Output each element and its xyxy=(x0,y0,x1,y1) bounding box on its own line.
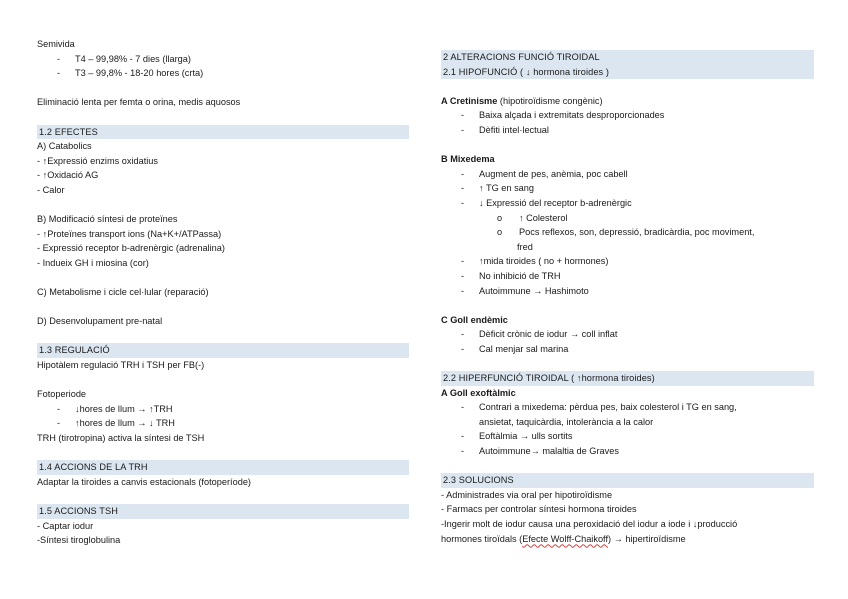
list-item: - Expressió receptor b-adrenèrgic (adrenalina) xyxy=(37,243,225,254)
section-heading-regulacio: 1.3 REGULACIÓ xyxy=(37,343,409,358)
list-item-continued: hormones tiroïdals (Efecte Wolff-Chaikoff) → hipertiroïdisme xyxy=(441,533,686,544)
list-item: - Cal menjar sal marina xyxy=(461,343,569,354)
wolff-chaikoff-link[interactable]: Efecte Wolff-Chaikoff xyxy=(522,533,608,544)
list-item: - Eoftàlmia → ulls sortits xyxy=(461,431,573,442)
list-item-continued: fred xyxy=(517,241,533,252)
subheading: B) Modificació síntesi de proteïnes xyxy=(37,214,178,225)
list-item: - Dèfiti intel·lectual xyxy=(461,124,549,135)
eliminacio-text: Eliminació lenta per femta o orina, medis aquosos xyxy=(37,97,241,108)
subheading: C) Metabolisme i cicle cel·lular (reparació) xyxy=(37,287,209,298)
list-item: - Calor xyxy=(37,184,65,195)
list-item: - Autoimmune → Hashimoto xyxy=(461,285,589,296)
section-heading-accions-tsh: 1.5 ACCIONS TSH xyxy=(37,504,409,519)
list-item: - ↑Expressió enzims oxidatius xyxy=(37,155,159,166)
list-item-continued: ansietat, taquicàrdia, intolerància a la calor xyxy=(479,416,654,427)
section-heading-alteracions: 2 ALTERACIONS FUNCIÓ TIROIDAL xyxy=(441,50,814,65)
paragraph: TRH (tirotropina) activa la síntesi de TSH xyxy=(37,433,205,444)
list-item: -Síntesi tiroglobulina xyxy=(37,535,121,546)
list-item: - Augment de pes, anèmia, poc cabell xyxy=(461,168,628,179)
subheading: C Goll endèmic xyxy=(441,314,508,325)
list-item: o Pocs reflexos, son, depressió, bradicàrdia, poc moviment, xyxy=(497,227,755,238)
list-item: - Captar iodur xyxy=(37,520,94,531)
subheading: B Mixedema xyxy=(441,154,495,165)
list-item: - Indueix GH i miosina (cor) xyxy=(37,257,149,268)
list-item: - ↓hores de llum → ↑TRH xyxy=(57,403,173,414)
list-item: - ↑ TG en sang xyxy=(461,183,534,194)
list-item: -Ingerir molt de iodur causa una peroxidació del iodur a iode i ↓producció xyxy=(441,519,738,529)
section-heading-efectes: 1.2 EFECTES xyxy=(37,125,409,140)
list-item: - Administrades via oral per hipotiroïdisme xyxy=(441,489,613,500)
list-item: - Dèficit crònic de iodur → coll inflat xyxy=(461,329,618,340)
section-heading-hipofuncio: 2.1 HIPOFUNCIÓ ( ↓ hormona tiroides ) xyxy=(441,65,814,80)
semivida-label: Semivida xyxy=(37,39,75,49)
list-item: - Contrari a mixedema: pèrdua pes, baix colesterol i TG en sang, xyxy=(461,402,737,413)
list-item: - Baixa alçada i extremitats desproporcionades xyxy=(461,110,665,121)
list-item: - Autoimmune→ malaltia de Graves xyxy=(461,446,619,457)
list-item: - No inhibició de TRH xyxy=(461,270,561,281)
subheading: A Goll exoftàlmic xyxy=(441,387,516,398)
list-item: - ↑hores de llum → ↓ TRH xyxy=(57,418,175,429)
list-item: - ↑Oxidació AG xyxy=(37,170,99,181)
section-heading-accions-trh: 1.4 ACCIONS DE LA TRH xyxy=(37,460,409,475)
list-item: o ↑ Colesterol xyxy=(497,212,568,223)
list-item: - T4 – 99,98% - 7 dies (llarga) xyxy=(57,53,191,64)
list-item: - Farmacs per controlar síntesi hormona tiroides xyxy=(441,504,637,515)
left-column xyxy=(37,37,409,548)
list-item: - T3 – 99,8% - 18-20 hores (crta) xyxy=(57,68,204,79)
subheading: A Cretinisme (hipotiroïdisme congènic) xyxy=(441,95,603,106)
section-heading-hiperfuncio: 2.2 HIPERFUNCIÓ TIROIDAL ( ↑hormona tiroides) xyxy=(441,371,814,386)
subheading: A) Catabolics xyxy=(37,141,92,152)
list-item: - ↑Proteïnes transport ions (Na+K+/ATPassa) xyxy=(37,228,222,239)
paragraph: Hipotàlem regulació TRH i TSH per FB(-) xyxy=(37,360,205,371)
subheading: D) Desenvolupament pre-natal xyxy=(37,316,163,327)
subheading: Fotoperiode xyxy=(37,389,87,400)
right-column xyxy=(441,50,814,546)
list-item: - ↓ Expressió del receptor b-adrenèrgic xyxy=(461,197,632,208)
list-item: - ↑mida tiroides ( no + hormones) xyxy=(461,256,609,267)
section-heading-solucions: 2.3 SOLUCIONS xyxy=(441,473,814,488)
paragraph: Adaptar la tiroides a canvis estacionals (fotoperíode) xyxy=(37,476,251,487)
